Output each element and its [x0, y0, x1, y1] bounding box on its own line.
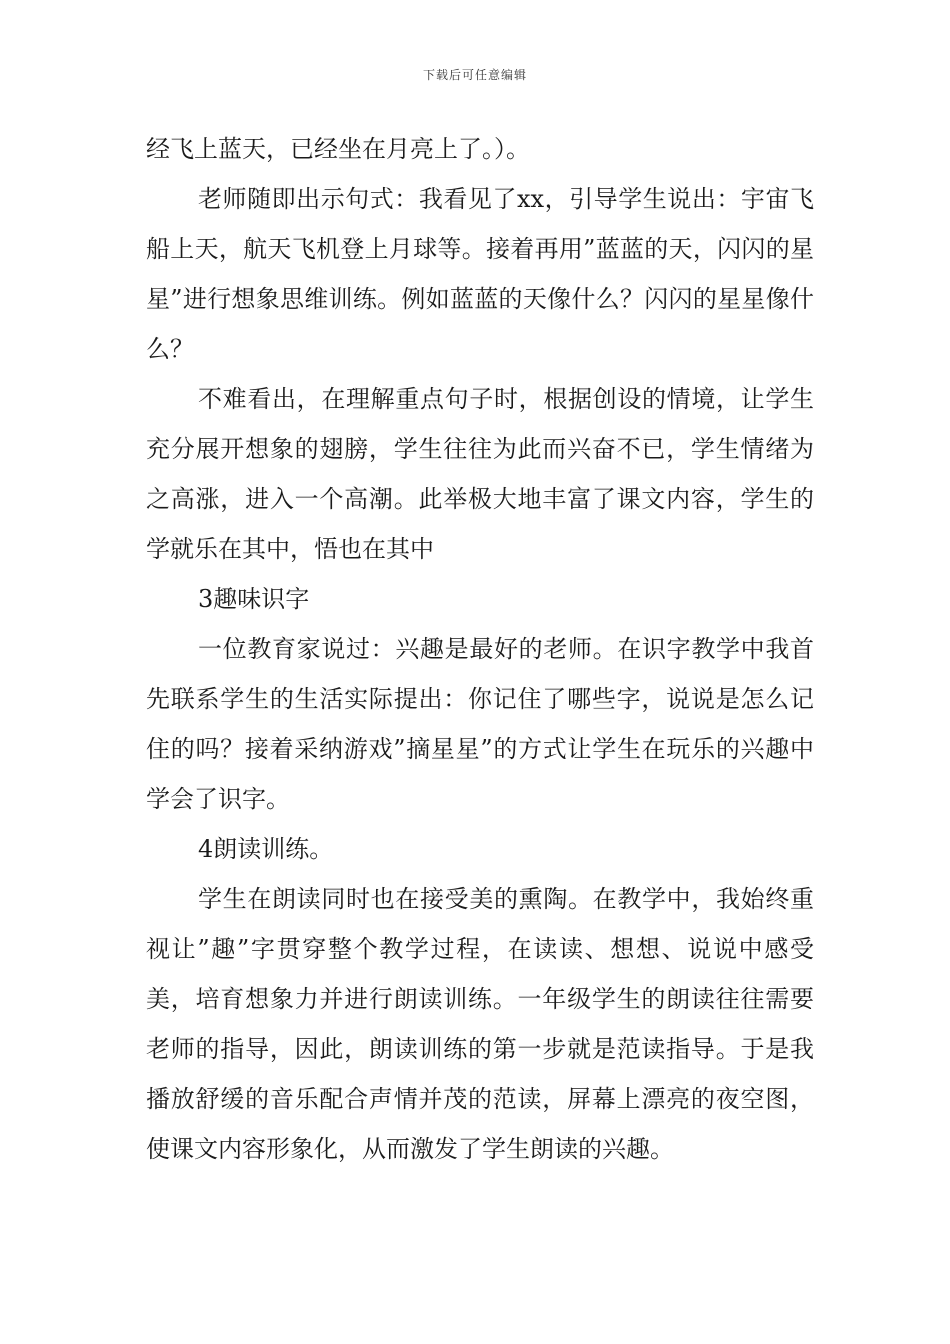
section-heading-fun-literacy: 3趣味识字: [198, 585, 310, 613]
paragraph-5: 一位教育家说过：兴趣是最好的老师。在识字教学中我首先联系学生的生活实际提出：你记住了哪些字，说说是怎么记住的吗？接着采纳游戏”摘星星”的方式让学生在玩乐的兴趣中学会了识字。: [146, 635, 814, 813]
paragraph-1: 经飞上蓝天，已经坐在月亮上了。）。: [146, 135, 530, 163]
document-body: [146, 124, 814, 1174]
paragraph-3: 不难看出，在理解重点句子时，根据创设的情境，让学生充分展开想象的翅膀，学生往往为此而兴奋不已，学生情绪为之高涨，进入一个高潮。此举极大地丰富了课文内容，学生的学就乐在其中，悟也在其中: [146, 385, 814, 563]
section-heading-reading-training: 4朗读训练。: [198, 835, 334, 863]
page-header: 下载后可任意编辑: [422, 68, 527, 82]
paragraph-7: 学生在朗读同时也在接受美的熏陶。在教学中，我始终重视让”趣”字贯穿整个教学过程，在读读、想想、说说中感受美，培育想象力并进行朗读训练。一年级学生的朗读往往需要老师的指导，因此，朗读训练的第一步就是范读指导。于是我播放舒缓的音乐配合声情并茂的范读，屏幕上漂亮的夜空图，使课文内容形象化，从而激发了学生朗读的兴趣。: [146, 885, 814, 1163]
paragraph-2: 老师随即出示句式：我看见了xx，引导学生说出：宇宙飞船上天，航天飞机登上月球等。接着再用”蓝蓝的天，闪闪的星星”进行想象思维训练。例如蓝蓝的天像什么？闪闪的星星像什么？: [146, 185, 814, 363]
